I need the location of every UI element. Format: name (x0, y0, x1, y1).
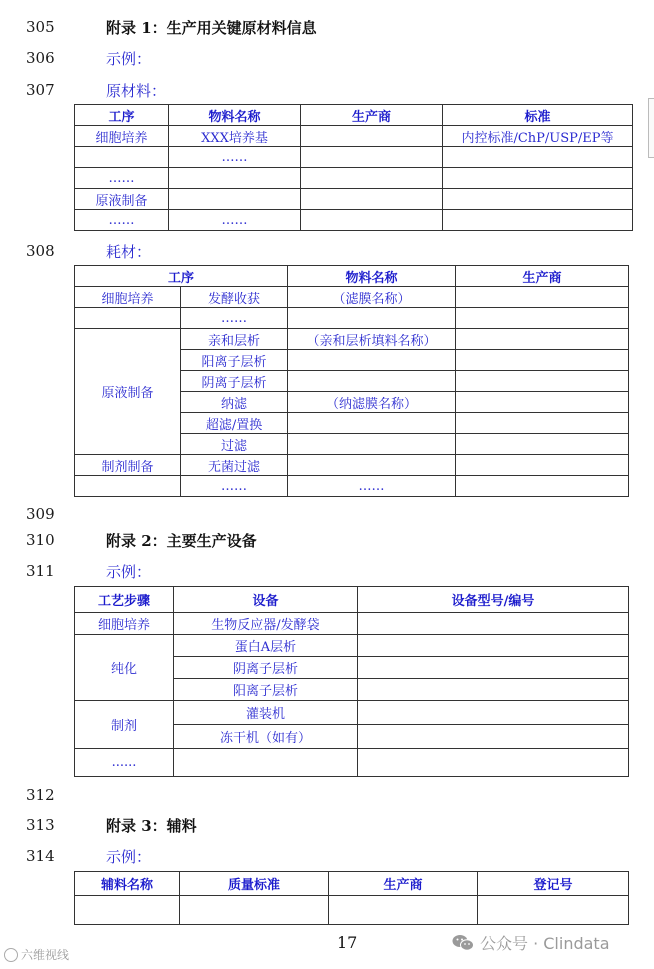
watermark-logo-icon (4, 948, 18, 962)
excipients-table (74, 871, 629, 925)
line-number: 313 (26, 816, 55, 834)
table-cell: 细胞培养 (75, 613, 174, 635)
table-cell (443, 147, 633, 168)
table-cell (358, 635, 629, 657)
table-row (75, 287, 629, 308)
column-header: 工艺步骤 (75, 587, 174, 613)
line-number: 311 (26, 562, 55, 580)
table-cell (288, 371, 456, 392)
group-cell: 制剂 (75, 701, 174, 749)
table-cell (301, 147, 443, 168)
group-cell: 原液制备 (75, 329, 181, 455)
table-cell (288, 413, 456, 434)
appendix-1-title: 附录 1：生产用关键原材料信息 (106, 19, 317, 37)
example-label: 示例： (106, 848, 152, 866)
line-number: 307 (26, 81, 55, 99)
table-cell (456, 476, 629, 497)
table-cell: 冻干机（如有） (174, 725, 358, 749)
watermark-right (452, 931, 610, 954)
raw-materials-label: 原材料： (106, 82, 167, 100)
table-cell (75, 308, 181, 329)
table-cell (75, 896, 180, 925)
table-cell: 纳滤 (181, 392, 288, 413)
table-cell (301, 168, 443, 189)
table-cell: XXX培养基 (169, 126, 301, 147)
table-row (75, 308, 629, 329)
table-cell (478, 896, 629, 925)
table-header-row (75, 587, 629, 613)
column-header: 质量标准 (180, 872, 329, 896)
table-cell (174, 749, 358, 777)
table-cell: 制剂制备 (75, 455, 181, 476)
table-row (75, 189, 633, 210)
table-cell: …… (181, 308, 288, 329)
appendix-2-title: 附录 2：主要生产设备 (106, 532, 257, 550)
table-header-row (75, 105, 633, 126)
column-header: 物料名称 (169, 105, 301, 126)
table-cell (358, 613, 629, 635)
table-cell (358, 725, 629, 749)
table-row (75, 147, 633, 168)
table-row (75, 613, 629, 635)
table-cell: 阳离子层析 (174, 679, 358, 701)
table-cell (75, 476, 181, 497)
table-cell (169, 189, 301, 210)
table-row (75, 210, 633, 231)
table-cell (443, 168, 633, 189)
watermark-right-text: 公众号 · Clindata (480, 934, 610, 953)
table-cell: …… (169, 210, 301, 231)
column-header: 辅料名称 (75, 872, 180, 896)
table-cell (456, 350, 629, 371)
equipment-table (74, 586, 629, 777)
table-cell (301, 126, 443, 147)
line-number: 310 (26, 531, 55, 549)
watermark-left (4, 946, 69, 963)
table-cell: （亲和层析填料名称） (288, 329, 456, 350)
column-header: 设备 (174, 587, 358, 613)
table-header-row (75, 266, 629, 287)
table-cell: 生物反应器/发酵袋 (174, 613, 358, 635)
table-row (75, 455, 629, 476)
table-cell: 阴离子层析 (181, 371, 288, 392)
table-cell (456, 308, 629, 329)
example-label: 示例： (106, 563, 152, 581)
table-cell: 细胞培养 (75, 126, 169, 147)
table-row (75, 896, 629, 925)
table-cell (456, 455, 629, 476)
table-cell: 阳离子层析 (181, 350, 288, 371)
table-row (75, 476, 629, 497)
table-cell (329, 896, 478, 925)
consumables-table (74, 265, 629, 497)
table-cell (288, 308, 456, 329)
table-row (75, 701, 629, 725)
table-cell: （滤膜名称） (288, 287, 456, 308)
column-header: 生产商 (456, 266, 629, 287)
line-number: 314 (26, 847, 55, 865)
line-number: 312 (26, 786, 55, 804)
table-row (75, 635, 629, 657)
table-cell (288, 350, 456, 371)
table-cell: 阴离子层析 (174, 657, 358, 679)
table-cell: 内控标准/ChP/USP/EP等 (443, 126, 633, 147)
table-cell (456, 413, 629, 434)
table-cell (358, 657, 629, 679)
table-cell: 原液制备 (75, 189, 169, 210)
column-header: 生产商 (329, 872, 478, 896)
table-cell: 发酵收获 (181, 287, 288, 308)
column-header: 工序 (75, 105, 169, 126)
table-cell: …… (169, 147, 301, 168)
table-cell (456, 434, 629, 455)
wechat-icon (452, 934, 474, 952)
column-header: 登记号 (478, 872, 629, 896)
table-cell (456, 329, 629, 350)
table-cell (169, 168, 301, 189)
table-cell (358, 701, 629, 725)
table-cell (358, 679, 629, 701)
column-header: 标准 (443, 105, 633, 126)
table-cell (358, 749, 629, 777)
table-cell (443, 189, 633, 210)
table-header-row (75, 872, 629, 896)
line-number: 305 (26, 18, 55, 36)
side-panel-edge (648, 98, 654, 158)
page-number: 17 (337, 933, 358, 952)
table-row (75, 126, 633, 147)
table-cell (456, 371, 629, 392)
table-cell: 亲和层析 (181, 329, 288, 350)
table-row (75, 168, 633, 189)
table-row (75, 749, 629, 777)
column-header: 物料名称 (288, 266, 456, 287)
table-cell (288, 434, 456, 455)
table-cell: 过滤 (181, 434, 288, 455)
table-cell: 蛋白A层析 (174, 635, 358, 657)
column-header: 生产商 (301, 105, 443, 126)
line-number: 309 (26, 505, 55, 523)
table-cell: ...... (75, 749, 174, 777)
table-cell (301, 189, 443, 210)
table-cell: 灌装机 (174, 701, 358, 725)
table-cell: …… (181, 476, 288, 497)
group-cell: 纯化 (75, 635, 174, 701)
table-cell (456, 392, 629, 413)
table-cell (180, 896, 329, 925)
table-cell: …… (288, 476, 456, 497)
example-label: 示例： (106, 50, 152, 68)
line-number: 308 (26, 242, 55, 260)
watermark-left-text: 六维视线 (21, 948, 70, 962)
table-cell (301, 210, 443, 231)
table-cell: …… (75, 168, 169, 189)
table-cell (288, 455, 456, 476)
raw-materials-table (74, 104, 633, 231)
consumables-label: 耗材： (106, 243, 152, 261)
table-cell (443, 210, 633, 231)
table-cell: 细胞培养 (75, 287, 181, 308)
appendix-3-title: 附录 3：辅料 (106, 817, 197, 835)
line-number: 306 (26, 49, 55, 67)
column-header: 设备型号/编号 (358, 587, 629, 613)
table-cell (456, 287, 629, 308)
column-header: 工序 (75, 266, 288, 287)
table-cell: …… (75, 210, 169, 231)
table-cell: 超滤/置换 (181, 413, 288, 434)
table-cell (75, 147, 169, 168)
table-cell: 无菌过滤 (181, 455, 288, 476)
table-cell: （纳滤膜名称） (288, 392, 456, 413)
table-row (75, 329, 629, 350)
